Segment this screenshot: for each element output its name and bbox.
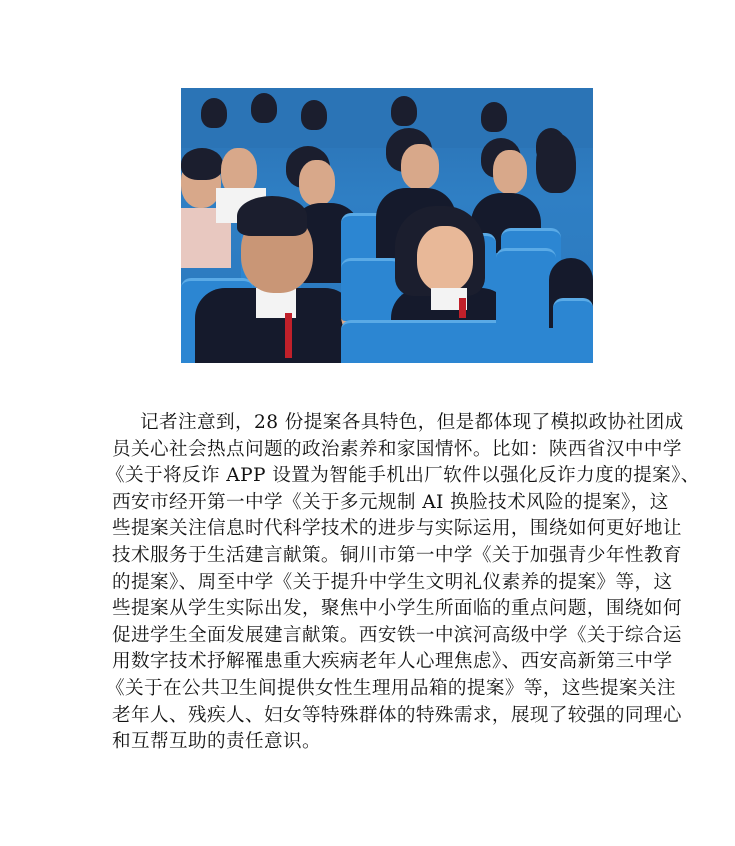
article-body	[106, 410, 700, 756]
text-line: 用数字技术抒解罹患重大疾病老年人心理焦虑》、西安高新第三中学	[112, 651, 673, 673]
text-line: 些提案关注信息时代科学技术的进步与实际运用，围绕如何更好地让	[112, 518, 682, 540]
photo-person	[301, 100, 327, 130]
photo-hair	[181, 148, 223, 180]
article-paragraph	[106, 410, 700, 756]
photo-face	[493, 150, 527, 194]
photo-seat	[553, 298, 593, 363]
photo-face-girl	[417, 226, 473, 292]
photo-seat	[496, 248, 556, 363]
photo-face	[401, 144, 439, 190]
text-line: 员关心社会热点问题的政治素养和家国情怀。比如：陕西省汉中中学	[112, 438, 682, 460]
photo-person	[251, 93, 277, 123]
photo-face	[299, 160, 335, 206]
photo-person	[201, 98, 227, 128]
photo-bg-seats	[181, 88, 593, 148]
text-line: 和互帮互助的责任意识。	[112, 731, 321, 753]
photo-hair-boy	[237, 196, 307, 236]
text-line: 促进学生全面发展建言献策。西安铁一中滨河高级中学《关于综合运	[112, 624, 682, 646]
text-line: 《关于将反诈 APP 设置为智能手机出厂软件以强化反诈力度的提案》、	[106, 465, 700, 487]
article-photo	[181, 88, 593, 363]
text-line: 记者注意到，28 份提案各具特色，但是都体现了模拟政协社团成	[140, 412, 684, 433]
text-line: 技术服务于生活建言献策。铜川市第一中学《关于加强青少年性教育	[112, 544, 682, 566]
text-line: 西安市经开第一中学《关于多元规制 AI 换脸技术风险的提案》，这	[112, 491, 669, 513]
photo-person	[481, 102, 507, 132]
photo-hair	[536, 133, 576, 193]
text-line: 些提案从学生实际出发，聚焦中小学生所面临的重点问题，围绕如何	[112, 598, 682, 620]
text-line: 老年人、残疾人、妇女等特殊群体的特殊需求，展现了较强的同理心	[112, 704, 682, 726]
text-line: 的提案》、周至中学《关于提升中学生文明礼仪素养的提案》等，这	[112, 571, 673, 593]
photo-tie	[285, 313, 292, 358]
photo-person	[391, 96, 417, 126]
photo-tie	[459, 298, 466, 318]
text-line: 《关于在公共卫生间提供女性生理用品箱的提案》等，这些提案关注	[106, 677, 676, 699]
